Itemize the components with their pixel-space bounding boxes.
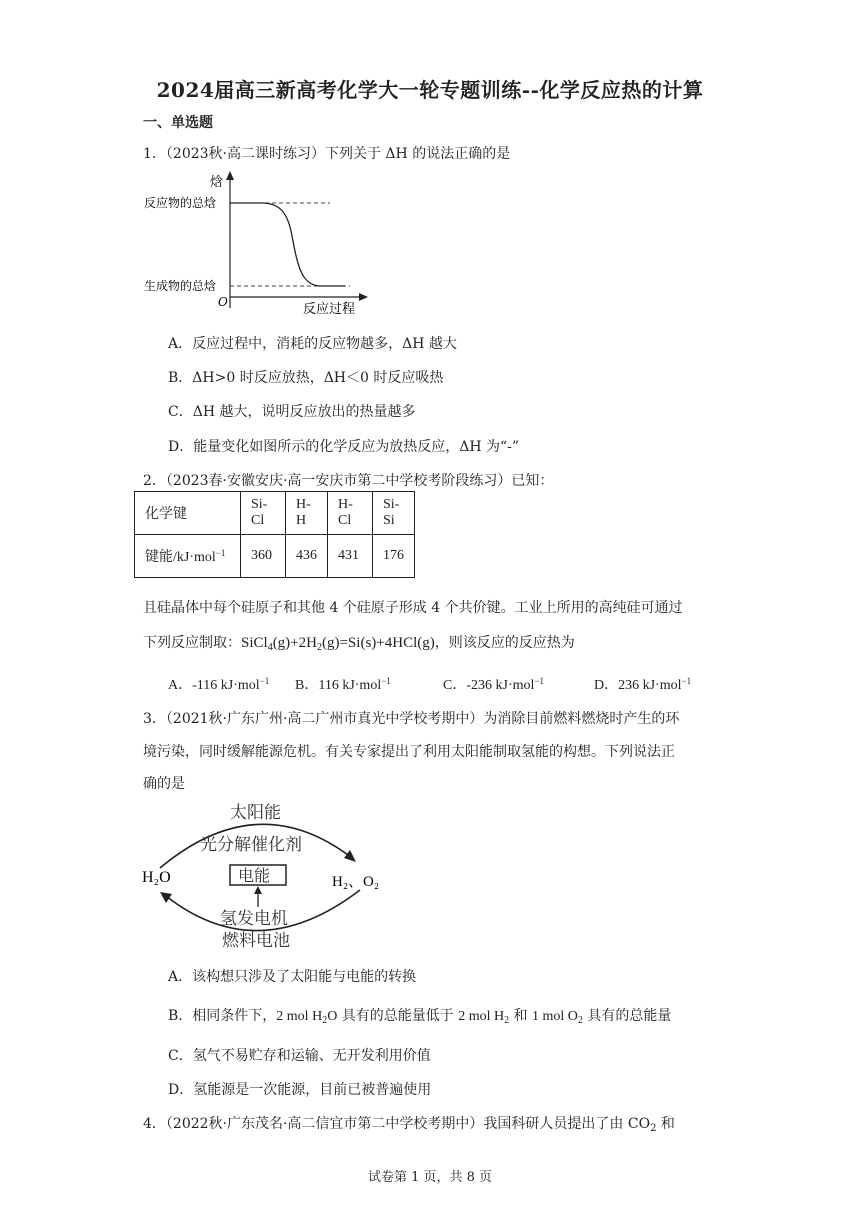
table-cell: 431 [328, 535, 373, 578]
q3-stem-line3: 确的是 [143, 776, 185, 792]
q2-option-b: B．116 kJ·mol$^{-1}$ [295, 676, 391, 693]
q1-enthalpy-diagram [140, 168, 380, 318]
table-cell: 436 [286, 535, 328, 578]
reactant-label: 反应物的总焓 [144, 196, 217, 210]
fuel-cell-label: 燃料电池 [222, 931, 290, 951]
table-header-cell: Si-Si [373, 492, 415, 535]
h2-o2-label: H₂、O₂ [332, 874, 380, 890]
page-title: 2024届高三新高考化学大一轮专题训练--化学反应热的计算 [156, 78, 704, 102]
bottom-arc-arrowhead [160, 892, 172, 903]
table-header-cell: H-Cl [328, 492, 373, 535]
q3-hydrogen-cycle-diagram [138, 798, 388, 956]
q2-option-a: A．-116 kJ·mol$^{-1}$ [168, 676, 270, 693]
electric-energy-label: 电能 [238, 866, 271, 885]
product-label: 生成物的总焓 [144, 279, 217, 293]
q3-option-b: B．相同条件下，2 mol $H_2O$ 具有的总能量低于 2 mol $H_2$ 和 1 mol $O_2$ 具有的总能量 [168, 1008, 672, 1026]
table-header-cell: 化学键 [135, 492, 241, 535]
table-row [135, 535, 415, 578]
top-arc-arrowhead [344, 850, 356, 862]
table-row [135, 492, 415, 535]
water-label: H₂O [142, 869, 171, 886]
generator-arrowhead [254, 886, 262, 894]
hydrogen-generator-label: 氢发电机 [220, 909, 288, 929]
q1-option-c: C．ΔH 越大，说明反应放出的热量越多 [168, 404, 416, 420]
q2-option-d: D．236 kJ·mol$^{-1}$ [594, 676, 692, 693]
q2-text-line1: 且硅晶体中每个硅原子和其他 4 个硅原子形成 4 个共价键。工业上所用的高纯硅可通过 [143, 600, 683, 616]
table-cell: 360 [241, 535, 286, 578]
q3-option-c: C．氢气不易贮存和运输、无开发利用价值 [168, 1048, 431, 1064]
table-header-cell: Si-Cl [241, 492, 286, 535]
table-header-cell: H-H [286, 492, 328, 535]
x-axis-arrow [359, 293, 368, 301]
enthalpy-curve [230, 203, 345, 286]
y-axis-label: 焓 [210, 175, 224, 190]
q2-stem: 2．（2023春·安徽安庆·高一安庆市第二中学校考阶段练习）已知： [143, 473, 554, 489]
section-heading: 一、单选题 [143, 115, 213, 131]
x-axis-label: 反应过程 [303, 302, 356, 317]
q2-option-c: C．-236 kJ·mol$^{-1}$ [443, 676, 544, 693]
q3-option-a: A．该构想只涉及了太阳能与电能的转换 [168, 969, 417, 985]
q3-option-d: D．氢能源是一次能源，目前已被普遍使用 [168, 1082, 432, 1098]
bond-energy-table [134, 491, 415, 578]
q1-option-d: D．能量变化如图所示的化学反应为放热反应，ΔH 为“-” [168, 439, 520, 455]
q3-stem-line2: 境污染，同时缓解能源危机。有关专家提出了利用太阳能制取氢能的构想。下列说法正 [143, 744, 675, 760]
q1-stem: 1．（2023秋·高二课时练习）下列关于 ΔH 的说法正确的是 [143, 146, 511, 162]
table-cell: 176 [373, 535, 415, 578]
table-row-label: 键能/kJ·mol$^{-1}$ [135, 535, 241, 578]
photocatalyst-label: 光分解催化剂 [200, 835, 302, 855]
y-axis-arrow [226, 171, 234, 180]
q4-stem: 4．（2022秋·广东茂名·高二信宜市第二中学校考期中）我国科研人员提出了由 $CO_2$ 和 [143, 1116, 675, 1134]
q2-text-line2: 下列反应制取：$SiCl_4(g)+2H_2(g)=Si(s)+4HCl(g)$，则该反应的反应热为 [143, 635, 575, 653]
page-footer: 试卷第 1 页，共 8 页 [367, 1170, 493, 1185]
solar-energy-label: 太阳能 [230, 803, 281, 823]
reaction-equation: $SiCl_4(g)+2H_2(g)=Si(s)+4HCl(g)$ [241, 635, 435, 653]
q1-option-a: A．反应过程中，消耗的反应物越多，ΔH 越大 [168, 336, 457, 352]
q1-option-b: B．ΔH>0 时反应放热，ΔH＜0 时反应吸热 [168, 370, 444, 386]
q3-stem-line1: 3．（2021秋·广东广州·高二广州市真光中学校考期中）为消除目前燃料燃烧时产生的环 [143, 711, 680, 727]
origin-label: O [218, 295, 228, 309]
